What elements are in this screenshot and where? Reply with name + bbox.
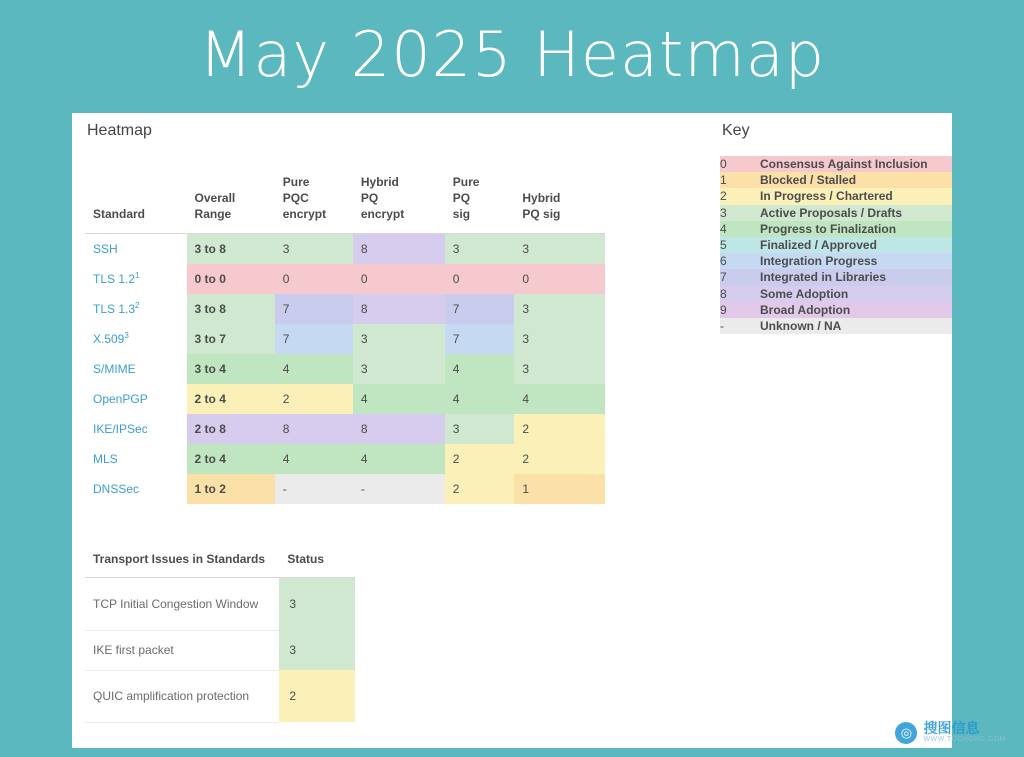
heatmap-value-cell <box>187 354 275 384</box>
heatmap-cell-value: 0 <box>514 264 605 294</box>
heatmap-value-cell <box>445 414 515 444</box>
transport-col-status: Status <box>279 543 355 578</box>
transport-header-row <box>85 543 355 578</box>
heatmap-value-cell <box>445 444 515 474</box>
heatmap-value-cell <box>275 233 353 264</box>
heatmap-cell-value: 8 <box>353 414 445 444</box>
transport-issue-label: QUIC amplification protection <box>85 670 279 722</box>
heatmap-value-cell <box>445 233 515 264</box>
heatmap-cell-value: 0 <box>275 264 353 294</box>
heatmap-cell-value: 2 <box>514 444 605 474</box>
key-number: 9 <box>720 302 727 317</box>
transport-issues-block <box>85 543 375 723</box>
key-number: 4 <box>720 221 727 236</box>
key-number: 0 <box>720 157 727 172</box>
heatmap-header-row <box>85 168 605 233</box>
heatmap-cell-value: 8 <box>353 234 445 264</box>
heatmap-value-cell <box>275 384 353 414</box>
heatmap-cell-value: 3 <box>514 324 605 354</box>
key-number: 6 <box>720 254 727 269</box>
key-label: Some Adoption <box>760 286 849 301</box>
heatmap-value-cell <box>187 444 275 474</box>
heatmap-col-pure-pq-sig: Pure PQ sig <box>445 168 515 233</box>
heatmap-col-standard: Standard <box>85 168 187 233</box>
heatmap-cell-value: 2 <box>275 384 353 414</box>
heatmap-cell-value: 7 <box>275 324 353 354</box>
heatmap-cell-value: 3 <box>353 354 445 384</box>
table-row <box>85 670 355 722</box>
heatmap-cell-value: 2 <box>514 414 605 444</box>
heatmap-cell-value: 3 to 7 <box>187 324 275 354</box>
heatmap-value-cell <box>353 294 445 324</box>
transport-status-cell <box>279 670 355 722</box>
heatmap-cell-value: 3 <box>445 414 515 444</box>
heatmap-value-cell <box>514 444 605 474</box>
transport-status-cell <box>279 578 355 631</box>
heatmap-cell-value: 3 to 8 <box>187 234 275 264</box>
heatmap-value-cell <box>187 294 275 324</box>
heatmap-value-cell <box>353 324 445 354</box>
key-block <box>720 122 960 334</box>
key-label: Broad Adoption <box>760 302 851 317</box>
heatmap-cell-value: 3 <box>514 294 605 324</box>
heatmap-standard-cell[interactable] <box>85 384 187 414</box>
heatmap-cell-value: 7 <box>445 294 515 324</box>
heatmap-value-cell <box>275 414 353 444</box>
key-label: Blocked / Stalled <box>760 173 857 188</box>
heatmap-cell-value: 2 <box>445 444 515 474</box>
key-row <box>720 318 952 334</box>
key-row <box>720 205 952 221</box>
heatmap-standard-cell[interactable] <box>85 294 187 324</box>
key-label: Integrated in Libraries <box>760 270 887 285</box>
heatmap-block <box>85 122 605 504</box>
heatmap-cell-value: 8 <box>353 294 445 324</box>
heatmap-value-cell <box>514 414 605 444</box>
heatmap-cell-value: 4 <box>445 354 515 384</box>
table-row <box>85 324 605 354</box>
watermark-logo-icon: ◎ <box>895 722 917 744</box>
key-row <box>720 156 952 172</box>
heatmap-standard-cell[interactable] <box>85 474 187 504</box>
heatmap-value-cell <box>514 233 605 264</box>
heatmap-cell-value: 0 <box>353 264 445 294</box>
heatmap-standard-cell[interactable] <box>85 324 187 354</box>
heatmap-value-cell <box>514 294 605 324</box>
standard-link[interactable]: S/MIME <box>93 361 136 376</box>
heatmap-value-cell <box>445 324 515 354</box>
heatmap-value-cell <box>275 294 353 324</box>
transport-issue-label: TCP Initial Congestion Window <box>85 578 279 631</box>
heatmap-value-cell <box>187 324 275 354</box>
table-row <box>85 578 355 631</box>
key-row <box>720 221 952 237</box>
page-title: May 2025 Heatmap <box>198 18 826 91</box>
heatmap-cell-value: 4 <box>353 384 445 414</box>
standard-link[interactable]: MLS <box>93 451 118 466</box>
transport-status-value: 3 <box>279 578 355 630</box>
heatmap-cell-value: 4 <box>275 354 353 384</box>
key-number: - <box>720 318 724 333</box>
heatmap-standard-cell[interactable] <box>85 264 187 294</box>
key-number: 5 <box>720 238 727 253</box>
heatmap-value-cell <box>514 474 605 504</box>
heatmap-cell-value: 3 <box>514 354 605 384</box>
key-row <box>720 286 952 302</box>
key-label: Progress to Finalization <box>760 221 897 236</box>
heatmap-value-cell <box>187 264 275 294</box>
heatmap-cell-value: 1 <box>514 474 605 504</box>
heatmap-value-cell <box>187 384 275 414</box>
key-label: Consensus Against Inclusion <box>760 157 928 171</box>
heatmap-value-cell <box>353 354 445 384</box>
table-row <box>85 474 605 504</box>
heatmap-value-cell <box>275 264 353 294</box>
table-row <box>85 414 605 444</box>
table-row <box>85 233 605 264</box>
heatmap-value-cell <box>445 474 515 504</box>
key-number: 3 <box>720 205 727 220</box>
key-table <box>720 156 952 334</box>
heatmap-cell-value: 4 <box>445 384 515 414</box>
heatmap-cell-value: 7 <box>445 324 515 354</box>
transport-col-issue: Transport Issues in Standards <box>85 543 279 578</box>
content-panel <box>72 113 952 748</box>
standard-link[interactable]: SSH <box>93 241 118 256</box>
transport-issues-table <box>85 543 355 723</box>
heatmap-standard-cell[interactable] <box>85 414 187 444</box>
transport-status-cell <box>279 630 355 670</box>
heatmap-value-cell <box>353 444 445 474</box>
heatmap-value-cell <box>445 294 515 324</box>
heatmap-cell-value: - <box>353 474 445 504</box>
heatmap-cell-value: 3 <box>445 234 515 264</box>
transport-status-value: 3 <box>279 630 355 670</box>
heatmap-cell-value: 4 <box>275 444 353 474</box>
heatmap-value-cell <box>275 354 353 384</box>
key-number: 8 <box>720 286 727 301</box>
standard-link[interactable]: X.509$^3$ <box>93 331 129 347</box>
heatmap-value-cell <box>514 384 605 414</box>
key-row <box>720 269 952 285</box>
heatmap-cell-value: 1 to 2 <box>187 474 275 504</box>
heatmap-col-hybrid-pq-encrypt: Hybrid PQ encrypt <box>353 168 445 233</box>
key-row <box>720 253 952 269</box>
table-row <box>85 630 355 670</box>
key-row <box>720 172 952 188</box>
heatmap-value-cell <box>353 474 445 504</box>
standard-link[interactable]: TLS $1.2^1$ <box>93 271 140 287</box>
watermark <box>895 721 1006 745</box>
heatmap-cell-value: 3 to 4 <box>187 354 275 384</box>
heatmap-cell-value: 2 <box>445 474 515 504</box>
transport-status-value: 2 <box>279 670 355 722</box>
heatmap-value-cell <box>445 354 515 384</box>
key-number: 7 <box>720 270 727 285</box>
key-number: 2 <box>720 189 727 204</box>
key-section-label: Key <box>722 122 750 139</box>
heatmap-col-overall-range: Overall Range <box>187 168 275 233</box>
heatmap-value-cell <box>353 414 445 444</box>
table-row <box>85 354 605 384</box>
heatmap-cell-value: 2 to 4 <box>187 444 275 474</box>
heatmap-col-hybrid-pq-sig: Hybrid PQ sig <box>514 168 605 233</box>
standard-link[interactable]: OpenPGP <box>93 391 148 406</box>
heatmap-cell-value: 7 <box>275 294 353 324</box>
heatmap-cell-value: - <box>275 474 353 504</box>
transport-issue-label: IKE first packet <box>85 630 279 670</box>
key-label: Active Proposals / Drafts <box>760 205 903 220</box>
table-row <box>85 264 605 294</box>
heatmap-cell-value: 3 to 8 <box>187 294 275 324</box>
key-label: Finalized / Approved <box>760 237 877 252</box>
heatmap-standard-cell[interactable] <box>85 354 187 384</box>
heatmap-value-cell <box>187 414 275 444</box>
standard-link[interactable]: TLS $1.3^2$ <box>93 301 140 317</box>
standard-link[interactable]: IKE/IPSec <box>93 421 148 436</box>
heatmap-value-cell <box>275 474 353 504</box>
key-row <box>720 188 952 204</box>
key-row <box>720 237 952 253</box>
heatmap-table <box>85 168 605 504</box>
heatmap-standard-cell[interactable] <box>85 444 187 474</box>
heatmap-value-cell <box>275 444 353 474</box>
heatmap-value-cell <box>187 233 275 264</box>
watermark-url: WWW.TUCHONG.COM <box>923 736 1006 744</box>
heatmap-col-pure-pqc-encrypt: Pure PQC encrypt <box>275 168 353 233</box>
table-row <box>85 444 605 474</box>
heatmap-cell-value: 2 to 8 <box>187 414 275 444</box>
heatmap-cell-value: 3 <box>353 324 445 354</box>
heatmap-value-cell <box>445 384 515 414</box>
heatmap-value-cell <box>275 324 353 354</box>
table-row <box>85 384 605 414</box>
key-label: In Progress / Chartered <box>760 189 893 204</box>
heatmap-cell-value: 4 <box>353 444 445 474</box>
heatmap-value-cell <box>445 264 515 294</box>
heatmap-cell-value: 2 to 4 <box>187 384 275 414</box>
heatmap-cell-value: 3 <box>275 234 353 264</box>
key-row <box>720 302 952 318</box>
heatmap-section-label: Heatmap <box>87 122 152 139</box>
heatmap-cell-value: 0 to 0 <box>187 264 275 294</box>
heatmap-value-cell <box>187 474 275 504</box>
key-label: Unknown / NA <box>760 318 842 333</box>
heatmap-value-cell <box>514 324 605 354</box>
heatmap-value-cell <box>514 264 605 294</box>
heatmap-standard-cell[interactable] <box>85 233 187 264</box>
heatmap-value-cell <box>514 354 605 384</box>
heatmap-cell-value: 3 <box>514 234 605 264</box>
watermark-text: 搜图信息 <box>923 720 980 737</box>
heatmap-value-cell <box>353 233 445 264</box>
heatmap-cell-value: 8 <box>275 414 353 444</box>
standard-link[interactable]: DNSSec <box>93 481 140 496</box>
heatmap-cell-value: 0 <box>445 264 515 294</box>
heatmap-cell-value: 4 <box>514 384 605 414</box>
key-number: 1 <box>720 173 727 188</box>
table-row <box>85 294 605 324</box>
heatmap-value-cell <box>353 264 445 294</box>
heatmap-value-cell <box>353 384 445 414</box>
key-label: Integration Progress <box>760 254 878 269</box>
